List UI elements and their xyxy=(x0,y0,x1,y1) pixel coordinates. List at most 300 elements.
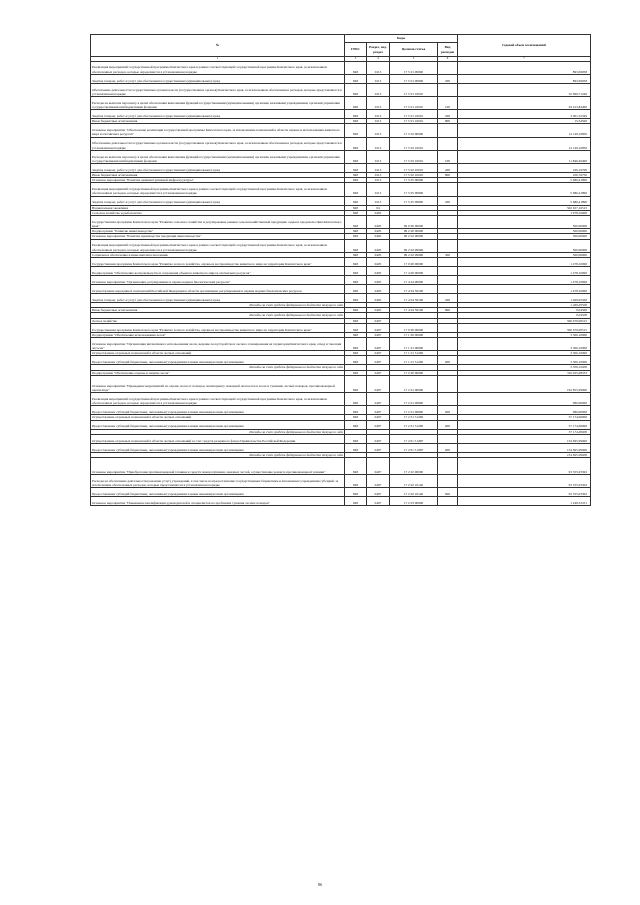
row-razdel-cell: 0407 xyxy=(367,375,390,392)
row-name-cell: Предоставление субсидий бюджетным, автономным учреждениям и иным некоммерческим организациям xyxy=(91,406,345,415)
row-vid-cell xyxy=(438,83,458,96)
row-name-cell: Основное мероприятие "Развитие производства продукции животноводства" xyxy=(91,234,345,239)
row-vid-cell xyxy=(438,284,458,293)
row-grbs-cell: 848 xyxy=(345,415,367,420)
table-row xyxy=(91,163,591,172)
row-sum-cell: 986,00000 xyxy=(458,393,591,406)
row-target-cell: 17 5 02 10010 xyxy=(390,150,438,163)
row-sum-cell: 1 978,10000 xyxy=(458,210,591,215)
row-razdel-cell: 0405 xyxy=(367,308,390,313)
header-sum: Годовой объем ассигнований xyxy=(458,35,591,57)
row-target-cell: 17 5 01 10010 xyxy=(390,96,438,109)
row-vid-cell: 200 xyxy=(438,74,458,83)
row-sum-cell: 5 686,41890 xyxy=(458,178,591,183)
row-name-cell: Расходы за счет средств федерального бюджета текущего года xyxy=(91,429,345,434)
header-codes: Коды xyxy=(345,35,458,43)
row-name-cell: Подпрограмма "Обеспечение воспроизводства и сохранения объектов животного мира и охотничьих ресурсов" xyxy=(91,266,345,275)
row-name-cell: Основное мероприятие "Повышение квалификации руководителей и специалистов по проблемам тушения лесных пожаров" xyxy=(91,497,345,506)
row-name-cell: Основное мероприятие "Развитие административной инфраструктуры" xyxy=(91,178,345,183)
table-row xyxy=(91,275,591,284)
row-name-cell: Закупка товаров, работ и услуг для обеспечения государственных (муниципальных) нужд xyxy=(91,293,345,302)
row-target-cell: 17 0 00 00000 xyxy=(390,257,438,266)
row-name-cell: Закупка товаров, работ и услуг для обеспечения государственных (муниципальных) нужд xyxy=(91,74,345,83)
row-razdel-cell: 0407 xyxy=(367,475,390,488)
row-grbs-cell: 848 xyxy=(345,337,367,350)
row-name-cell: Государственная программа Камчатского края "Развитие сельского хозяйства и регулирование рынков сельскохозяйственной продукции, сырья и продовольствия Камчатского края" xyxy=(91,215,345,228)
index-cell: 1 xyxy=(91,57,345,62)
row-razdel-cell: 0407 xyxy=(367,443,390,452)
row-sum-cell: 57 174,00000 xyxy=(458,415,591,420)
row-name-cell: Реализация мероприятий государственной программы Камчатского края в рамках соответствующей государственной программы Камчатского края, за исключением обеспеченных расходов, которые определяются в установленном порядке xyxy=(91,183,345,196)
row-razdel-cell: 0407 xyxy=(367,488,390,497)
row-vid-cell xyxy=(438,434,458,443)
row-razdel-cell: 0407 xyxy=(367,337,390,350)
row-target-cell: 17 0 00 00000 xyxy=(390,323,438,332)
row-razdel-cell: 0407 xyxy=(367,497,390,506)
row-vid-cell xyxy=(438,475,458,488)
row-razdel-cell: 0113 xyxy=(367,110,390,119)
row-target-cell: 17 5 02 00000 xyxy=(390,124,438,137)
table-row xyxy=(91,96,591,109)
row-target-cell: 09 2 02 00000 xyxy=(390,234,438,239)
row-target-cell: 17 4 04 59190 xyxy=(390,308,438,313)
row-vid-cell xyxy=(438,266,458,275)
row-razdel-cell: 0407 xyxy=(367,356,390,365)
page-number: 86 xyxy=(318,882,322,887)
row-sum-cell: 11 846,29400 xyxy=(458,150,591,163)
row-sum-cell: 12 149,16850 xyxy=(458,137,591,150)
row-name-cell: Реализация мероприятий государственной программы Камчатского края в рамках соответствующей государственной программы Камчатского края, за исключением обеспеченных расходов, которые определяются в установленном порядке xyxy=(91,393,345,406)
row-grbs-cell: 848 xyxy=(345,375,367,392)
row-vid-cell: 600 xyxy=(438,356,458,365)
row-sum-cell: 986,00000 xyxy=(458,406,591,415)
row-target-cell: 17 5 01 10010 xyxy=(390,119,438,124)
row-grbs-cell: 848 xyxy=(345,323,367,332)
table-row xyxy=(91,74,591,83)
row-name-cell: Осуществление отдельных полномочий в области лесных отношений xyxy=(91,415,345,420)
row-sum-cell: 1 469,05500 xyxy=(458,293,591,302)
row-grbs-cell: 848 xyxy=(345,393,367,406)
row-sum-cell: 134 695,99000 xyxy=(458,452,591,457)
row-target-cell: 17 5 02 10010 xyxy=(390,163,438,172)
row-name-cell: Иные бюджетные ассигнования xyxy=(91,172,345,177)
row-sum-cell: 893,69058 xyxy=(458,74,591,83)
row-vid-cell xyxy=(438,375,458,392)
index-cell: 7 xyxy=(458,57,591,62)
index-cell: 6 xyxy=(438,57,458,62)
row-grbs-cell: 848 xyxy=(345,266,367,275)
row-grbs-cell: 848 xyxy=(345,183,367,196)
row-sum-cell: 500 679,06515 xyxy=(458,323,591,332)
row-sum-cell: 12 149,16850 xyxy=(458,124,591,137)
row-grbs-cell: 848 xyxy=(345,406,367,415)
row-vid-cell xyxy=(438,215,458,228)
row-razdel-cell: 0405 xyxy=(367,275,390,284)
row-sum-cell: 3 306,10000 xyxy=(458,351,591,356)
row-razdel-cell: 0405 xyxy=(367,266,390,275)
table-row xyxy=(91,293,591,302)
row-grbs-cell: 848 xyxy=(345,284,367,293)
row-razdel-cell: 0407 xyxy=(367,370,390,375)
row-name-cell: Предоставление субсидий бюджетным, автономным учреждениям и иным некоммерческим организациям xyxy=(91,420,345,429)
row-name-cell: Государственная программа Камчатского края "Развитие лесного хозяйства, охраны и воспроизводства животного мира на территории Камчатского края" xyxy=(91,323,345,332)
row-sum-cell: 29 613,84400 xyxy=(458,96,591,109)
row-grbs-cell: 848 xyxy=(345,332,367,337)
row-target-cell: 17 1 01 00000 xyxy=(390,337,438,350)
row-grbs-cell: 848 xyxy=(345,229,367,234)
row-name-cell: Подпрограмма "Обеспечение охраны и защиты лесов" xyxy=(91,370,345,375)
row-name-cell: Осуществление отдельных полномочий в области лесных отношений xyxy=(91,351,345,356)
row-razdel-cell: 04 xyxy=(367,205,390,210)
row-grbs-cell: 848 xyxy=(345,257,367,266)
row-grbs-cell: 848 xyxy=(345,119,367,124)
row-target-cell: 17 1 01 51290 xyxy=(390,356,438,365)
row-razdel-cell: 0113 xyxy=(367,172,390,177)
row-name-cell: Подпрограмма "Развитие животноводства" xyxy=(91,229,345,234)
row-sum-cell: 3 306,10000 xyxy=(458,337,591,350)
row-target-cell: 17 5 01 10010 xyxy=(390,110,438,119)
row-razdel-cell: 0113 xyxy=(367,178,390,183)
table-row xyxy=(91,337,591,350)
row-target-cell: 17 1 00 00000 xyxy=(390,332,438,337)
row-razdel-cell: 0405 xyxy=(367,210,390,215)
row-sum-cell: 1 478,10000 xyxy=(458,257,591,266)
row-grbs-cell: 848 xyxy=(345,275,367,284)
row-sum-cell: 57 174,00000 xyxy=(458,429,591,434)
table-row xyxy=(91,375,591,392)
row-name-cell: Расходы за счет средств федерального бюджета текущего года xyxy=(91,302,345,307)
row-sum-cell: 1 469,05500 xyxy=(458,302,591,307)
row-razdel-cell: 0407 xyxy=(367,332,390,337)
row-vid-cell: 200 xyxy=(438,163,458,172)
row-razdel-cell: 0113 xyxy=(367,124,390,137)
table-row xyxy=(91,434,591,443)
row-target-cell: 17 5 05 09990 xyxy=(390,183,438,196)
row-sum-cell: 93 355,03302 xyxy=(458,457,591,474)
row-name-cell: Основное мероприятие "Приобретение противопожарной техники и средств пожаротушения, заказных частей, осуществление ремонта противопожарной техники" xyxy=(91,457,345,474)
row-grbs-cell: 848 xyxy=(345,178,367,183)
row-vid-cell: 600 xyxy=(438,488,458,497)
table-row xyxy=(91,257,591,266)
row-vid-cell: 300 xyxy=(438,252,458,257)
row-sum-cell: 57 174,00000 xyxy=(458,420,591,429)
row-grbs-cell: 848 xyxy=(345,172,367,177)
row-target-cell: 17 5 02 10010 xyxy=(390,172,438,177)
row-grbs-cell: 848 xyxy=(345,457,367,474)
row-sum-cell: 502 657,16515 xyxy=(458,205,591,210)
table-body xyxy=(91,61,591,506)
row-grbs-cell: 848 xyxy=(345,110,367,119)
row-razdel-cell: 0407 xyxy=(367,415,390,420)
row-target-cell: 17 2 01 5129F xyxy=(390,443,438,452)
row-razdel-cell: 0407 xyxy=(367,420,390,429)
row-vid-cell: 800 xyxy=(438,119,458,124)
row-target-cell: 09 2 00 00000 xyxy=(390,229,438,234)
row-vid-cell xyxy=(438,61,458,74)
table-row xyxy=(91,284,591,293)
row-sum-cell: 3 306,10000 xyxy=(458,356,591,365)
row-vid-cell xyxy=(438,457,458,474)
row-grbs-cell: 848 xyxy=(345,318,367,323)
row-grbs-cell: 848 xyxy=(345,124,367,137)
row-target-cell: 17 5 01 09990 xyxy=(390,74,438,83)
table-row xyxy=(91,83,591,96)
row-grbs-cell: 848 xyxy=(345,370,367,375)
header-vid: Вид расходов xyxy=(438,43,458,57)
row-sum-cell: 134 695,99000 xyxy=(458,443,591,452)
row-target-cell: 17 2 01 5129F xyxy=(390,434,438,443)
row-razdel-cell: 0405 xyxy=(367,215,390,228)
table-row xyxy=(91,150,591,163)
row-vid-cell xyxy=(438,239,458,252)
row-grbs-cell: 848 xyxy=(345,356,367,365)
table-row xyxy=(91,196,591,205)
row-vid-cell: 200 xyxy=(438,110,458,119)
row-name-cell: Реализация мероприятий государственной программы Камчатского края в рамках соответствующей государственной программы Камчатского края, за исключением обеспеченных расходов, которые определяются в установленном порядке xyxy=(91,239,345,252)
row-sum-cell: 500,00000 xyxy=(458,234,591,239)
row-vid-cell xyxy=(438,183,458,196)
row-razdel-cell: 0407 xyxy=(367,457,390,474)
row-name-cell: Обеспечение деятельности государственных органов власти (государственных органов) Камчатского края, за исключением обеспеченных расходов, которые представляются в установленном порядке xyxy=(91,83,345,96)
row-name-cell: Расходы за счет средств федерального бюджета текущего года xyxy=(91,452,345,457)
row-vid-cell: 100 xyxy=(438,150,458,163)
row-grbs-cell: 848 xyxy=(345,239,367,252)
row-sum-cell: 316 925,08333 xyxy=(458,370,591,375)
row-vid-cell xyxy=(438,337,458,350)
row-grbs-cell: 848 xyxy=(345,163,367,172)
row-vid-cell xyxy=(438,257,458,266)
row-grbs-cell: 848 xyxy=(345,443,367,452)
row-target-cell: 17 5 01 10010 xyxy=(390,83,438,96)
budget-table-sheet xyxy=(90,34,590,506)
row-razdel-cell: 0405 xyxy=(367,239,390,252)
index-cell: 3 xyxy=(345,57,367,62)
table-row xyxy=(91,215,591,228)
row-sum-cell: 1 478,10000 xyxy=(458,266,591,275)
row-target-cell: 17 4 04 59190 xyxy=(390,284,438,293)
row-razdel-cell: 0113 xyxy=(367,61,390,74)
row-name-cell: Осуществление переданных полномочий Российской Федерации в области организации, регулирования и охраны водных биологических ресурсов xyxy=(91,284,345,293)
row-sum-cell: 1 249,52331 xyxy=(458,497,591,506)
row-name-cell: Расходы за счет средств федерального бюджета текущего года xyxy=(91,365,345,370)
row-vid-cell: 800 xyxy=(438,308,458,313)
row-sum-cell: 3 306,10000 xyxy=(458,332,591,337)
row-razdel-cell: 0405 xyxy=(367,252,390,257)
table-row xyxy=(91,239,591,252)
row-name-cell: Лесное хозяйство xyxy=(91,318,345,323)
row-target-cell: 09 2 02 09990 xyxy=(390,252,438,257)
row-target-cell: 17 5 02 10010 xyxy=(390,137,438,150)
row-target-cell: 17 2 02 00000 xyxy=(390,457,438,474)
row-sum-cell: 893,69058 xyxy=(458,61,591,74)
row-vid-cell: 800 xyxy=(438,172,458,177)
header-grbs: ГРБС xyxy=(345,43,367,57)
row-name-cell: Расходы на выплаты персоналу в целях обеспечения выполнения функций государственными (муниципальными) органами, казенными учреждениями, органами управления государственными внебюджетными фондами xyxy=(91,96,345,109)
header-razdel: Раздел, под-раздел xyxy=(367,43,390,57)
row-name-cell: Иные бюджетные ассигнования xyxy=(91,308,345,313)
row-vid-cell xyxy=(438,323,458,332)
row-sum-cell: 93 355,03302 xyxy=(458,488,591,497)
row-target-cell: 09 2 02 09990 xyxy=(390,239,438,252)
row-razdel-cell: 0407 xyxy=(367,393,390,406)
row-sum-cell: 32 690,71249 xyxy=(458,83,591,96)
row-razdel-cell: 0113 xyxy=(367,96,390,109)
row-target-cell: 17 5 05 09990 xyxy=(390,196,438,205)
row-target-cell: 09 0 00 00000 xyxy=(390,215,438,228)
row-name-cell: Закупка товаров, работ и услуг для обеспечения государственных (муниципальных) нужд xyxy=(91,110,345,119)
row-name-cell: Основное мероприятие "Обеспечение реализации государственной программы Камчатского края, за исключением полномочий в области охраны и использования животного мира и охотничьих ресурсов" xyxy=(91,124,345,137)
row-grbs-cell: 848 xyxy=(345,293,367,302)
table-row xyxy=(91,420,591,429)
row-vid-cell: 600 xyxy=(438,406,458,415)
row-name-cell: Государственная программа Камчатского края "Развитие лесного хозяйства, охраны и воспроизводства животного мира на территории Камчатского края" xyxy=(91,257,345,266)
row-name-cell: Основное мероприятие "Организация, регулирование и охрана водных биологических ресурсов" xyxy=(91,275,345,284)
row-sum-cell: 9,04500 xyxy=(458,313,591,318)
row-vid-cell xyxy=(438,275,458,284)
row-target-cell: 17 4 04 59190 xyxy=(390,293,438,302)
table-row xyxy=(91,497,591,506)
row-grbs-cell: 848 xyxy=(345,61,367,74)
row-target-cell: 17 2 01 09990 xyxy=(390,406,438,415)
row-name-cell: Основное мероприятие "Проведение мероприятий по охране лесов от пожаров, мониторингу пожарной опасности в лесах и тушению лесных пожаров, противопожарной пропаганде" xyxy=(91,375,345,392)
row-grbs-cell: 848 xyxy=(345,137,367,150)
row-sum-cell: 5 686,41890 xyxy=(458,196,591,205)
row-name-cell: Основное мероприятие "Организация интенсивного использования лесов, ведение лесоустройства и лесного планирования на территории Камчатского края, отвод и таксация лесосек" xyxy=(91,337,345,350)
row-name-cell: Закупка товаров, работ и услуг для обеспечения государственных (муниципальных) нужд xyxy=(91,196,345,205)
index-cell: 4 xyxy=(367,57,390,62)
row-name-cell: Закупка товаров, работ и услуг для обеспечения государственных (муниципальных) нужд xyxy=(91,163,345,172)
row-name-cell: Расходы за счет средств федерального бюджета текущего года xyxy=(91,313,345,318)
budget-table xyxy=(90,34,591,506)
table-row xyxy=(91,443,591,452)
row-grbs-cell: 848 xyxy=(345,434,367,443)
row-sum-cell: 1 478,10000 xyxy=(458,284,591,293)
row-sum-cell: 500,00000 xyxy=(458,252,591,257)
row-sum-cell: 500 679,06515 xyxy=(458,318,591,323)
row-razdel-cell: 0113 xyxy=(367,183,390,196)
table-row xyxy=(91,110,591,119)
row-grbs-cell: 848 xyxy=(345,205,367,210)
table-row xyxy=(91,457,591,474)
row-razdel-cell: 0405 xyxy=(367,234,390,239)
row-name-cell: Расходы на обеспечение деятельности (оказание услуг) учреждений, в том числе на предоставление государственным бюджетным и автономным учреждениям субсидий, за исключением обеспеченных расходов, которые представляются в установленном порядке xyxy=(91,475,345,488)
row-vid-cell: 100 xyxy=(438,96,458,109)
row-sum-cell: 106,76750 xyxy=(458,172,591,177)
row-target-cell: 17 2 03 00000 xyxy=(390,497,438,506)
row-razdel-cell: 0405 xyxy=(367,257,390,266)
row-sum-cell: 192 855,99000 xyxy=(458,375,591,392)
table-row xyxy=(91,137,591,150)
row-vid-cell: 200 xyxy=(438,293,458,302)
row-razdel-cell: 0405 xyxy=(367,284,390,293)
row-name-cell: Предоставление субсидий бюджетным, автономным учреждениям и иным некоммерческим организациям xyxy=(91,356,345,365)
row-vid-cell xyxy=(438,497,458,506)
row-name-cell: Иные бюджетные ассигнования xyxy=(91,119,345,124)
row-vid-cell xyxy=(438,137,458,150)
row-sum-cell: 500,00000 xyxy=(458,239,591,252)
row-razdel-cell: 0407 xyxy=(367,351,390,356)
row-target-cell: 17 5 01 09990 xyxy=(390,61,438,74)
row-name-cell: Предоставление субсидий бюджетным, автономным учреждениям и иным некоммерческим организациям xyxy=(91,443,345,452)
row-sum-cell: 134 695,99000 xyxy=(458,434,591,443)
header-target: Целевая статья xyxy=(390,43,438,57)
row-razdel-cell: 0407 xyxy=(367,406,390,415)
index-cell: 5 xyxy=(390,57,438,62)
row-name-cell: Социальное обеспечение и иные выплаты населению xyxy=(91,252,345,257)
row-razdel-cell: 0407 xyxy=(367,323,390,332)
row-razdel-cell: 0113 xyxy=(367,196,390,205)
row-sum-cell: 15,34500 xyxy=(458,119,591,124)
table-row xyxy=(91,183,591,196)
table-row xyxy=(91,124,591,137)
row-name-cell: Осуществление отдельных полномочий в области лесных отношений за счет средств резервного фонда Правительства Российской Федерации xyxy=(91,434,345,443)
table-row xyxy=(91,393,591,406)
row-grbs-cell: 848 xyxy=(345,488,367,497)
row-name-cell: Реализация мероприятий государственной программы Камчатского края в рамках соответствующей государственной программы Камчатского края, за исключением обеспеченных расходов, которые определяются в установленном порядке xyxy=(91,61,345,74)
row-grbs-cell: 848 xyxy=(345,210,367,215)
table-row xyxy=(91,488,591,497)
table-row xyxy=(91,356,591,365)
row-sum-cell: 9,04500 xyxy=(458,308,591,313)
row-target-cell: 17 2 01 51290 xyxy=(390,420,438,429)
row-grbs-cell: 848 xyxy=(345,308,367,313)
row-target-cell: 17 2 02 10140 xyxy=(390,475,438,488)
row-target-cell: 17 5 05 00000 xyxy=(390,178,438,183)
row-razdel-cell: 0113 xyxy=(367,163,390,172)
row-sum-cell: 3 061,52349 xyxy=(458,110,591,119)
row-grbs-cell: 848 xyxy=(345,420,367,429)
row-razdel-cell: 0405 xyxy=(367,229,390,234)
row-name-cell: Подпрограмма "Обеспечение использования лесов" xyxy=(91,332,345,337)
table-row xyxy=(91,323,591,332)
row-sum-cell: 5 686,41890 xyxy=(458,183,591,196)
table-row xyxy=(91,61,591,74)
table-row xyxy=(91,266,591,275)
row-sum-cell: 500,00000 xyxy=(458,229,591,234)
row-name-cell: Предоставление субсидий бюджетным, автономным учреждениям и иным некоммерческим организациям xyxy=(91,488,345,497)
row-grbs-cell: 848 xyxy=(345,96,367,109)
row-vid-cell: 200 xyxy=(438,196,458,205)
row-razdel-cell: 0113 xyxy=(367,119,390,124)
row-target-cell: 17 1 01 51290 xyxy=(390,351,438,356)
row-vid-cell xyxy=(438,393,458,406)
row-vid-cell: 600 xyxy=(438,420,458,429)
row-razdel-cell: 0407 xyxy=(367,434,390,443)
row-target-cell: 17 2 01 09990 xyxy=(390,393,438,406)
table-row xyxy=(91,475,591,488)
row-target-cell: 17 2 02 10140 xyxy=(390,488,438,497)
row-name-cell: Расходы на выплаты персоналу в целях обеспечения выполнения функций государственными (муниципальными) органами, казенными учреждениями, органами управления государственными внебюджетными фондами xyxy=(91,150,345,163)
row-sum-cell: 500,00000 xyxy=(458,215,591,228)
row-razdel-cell: 0407 xyxy=(367,318,390,323)
row-razdel-cell: 0113 xyxy=(367,137,390,150)
row-target-cell: 17 2 01 00000 xyxy=(390,375,438,392)
row-grbs-cell: 848 xyxy=(345,150,367,163)
row-sum-cell: 93 355,03302 xyxy=(458,475,591,488)
row-razdel-cell: 0113 xyxy=(367,150,390,163)
row-vid-cell xyxy=(438,124,458,137)
row-grbs-cell: 848 xyxy=(345,196,367,205)
row-sum-cell: 1 478,10000 xyxy=(458,275,591,284)
row-razdel-cell: 0113 xyxy=(367,74,390,83)
row-name-cell: Национальная экономика xyxy=(91,205,345,210)
row-target-cell: 17 4 00 00000 xyxy=(390,266,438,275)
row-grbs-cell: 848 xyxy=(345,475,367,488)
header-num: № xyxy=(91,35,345,57)
row-grbs-cell: 848 xyxy=(345,497,367,506)
row-target-cell: 17 2 00 00000 xyxy=(390,370,438,375)
row-grbs-cell: 848 xyxy=(345,83,367,96)
